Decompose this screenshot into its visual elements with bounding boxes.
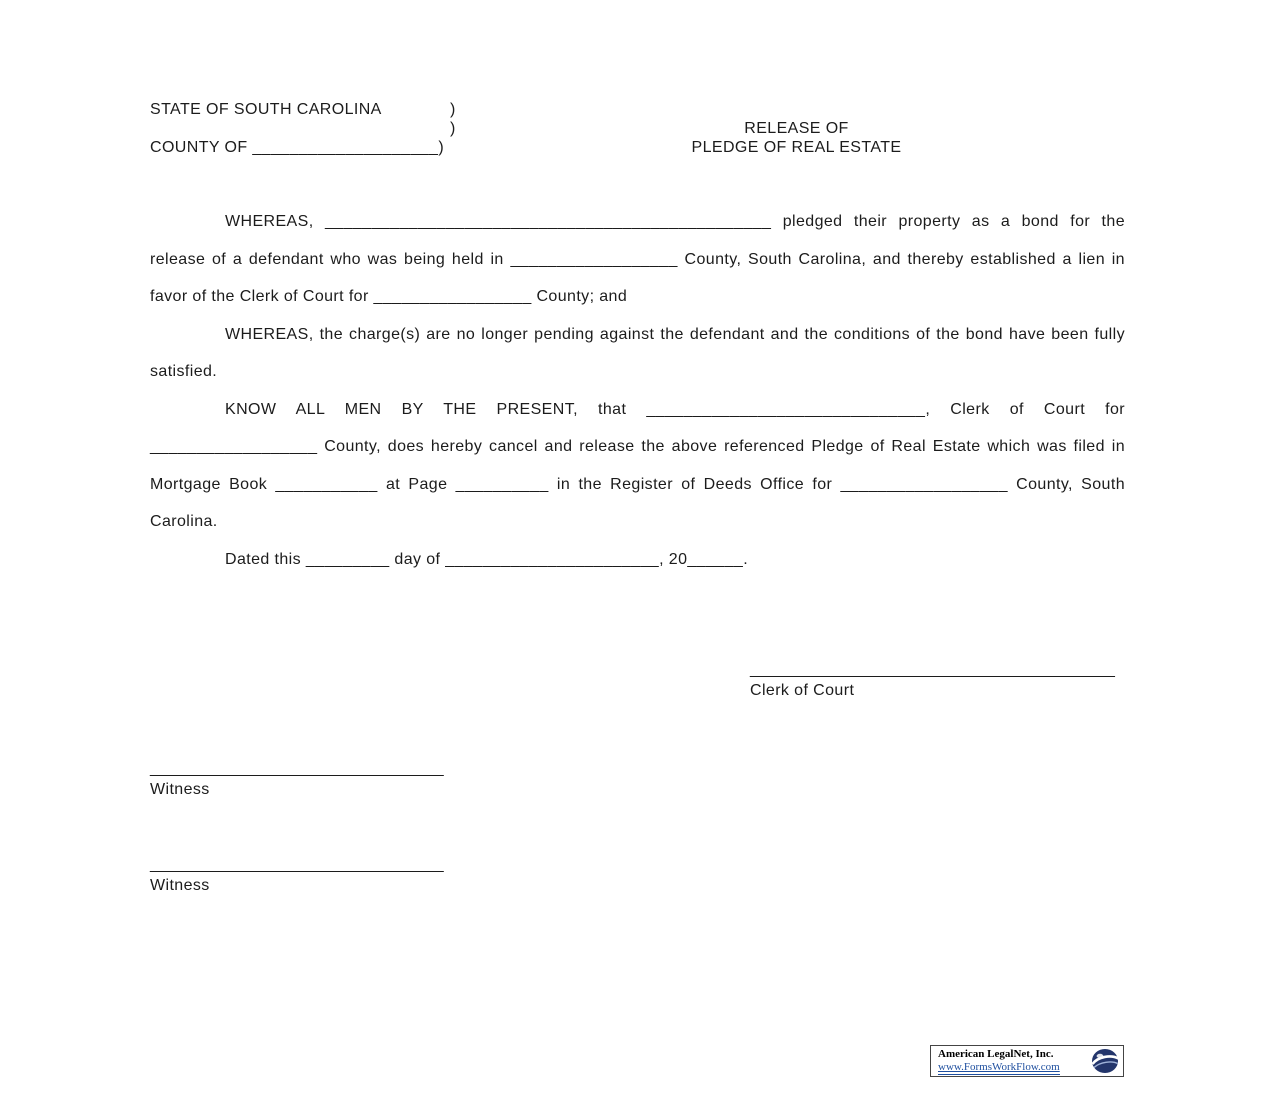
paragraph-dated: Dated this _________ day of _______________________, 20______. (225, 550, 749, 568)
caption-paren-1: ) (450, 101, 456, 118)
vendor-company-name: American LegalNet, Inc. (938, 1047, 1054, 1060)
vendor-text (931, 1048, 1089, 1075)
title-line-2: PLEDGE OF REAL ESTATE (691, 139, 902, 156)
county-label: COUNTY OF ____________________) (150, 139, 445, 156)
clerk-signature-label: Clerk of Court (750, 682, 855, 699)
document-content (150, 100, 1125, 896)
venue-caption (150, 100, 468, 157)
witness-signature-block-2 (150, 855, 1125, 896)
paragraph-whereas-charges: WHEREAS, the charge(s) are no longer pending against the defendant and the conditions of the bond have been fully satisfied. (150, 325, 1125, 380)
county-line (150, 138, 468, 157)
document-header (150, 100, 1125, 157)
document-title (468, 100, 1125, 157)
clerk-signature-block (750, 660, 1125, 701)
witness-signature-label-2: Witness (150, 877, 210, 894)
paragraph-know-all-men: KNOW ALL MEN BY THE PRESENT, that ______________________________, Clerk of Court for __________________ County, does hereby cancel and release the above referenced Pledge of Real Estate which was filed in Mortgage Book ___________ at Page __________ in the Register of Deeds Office for __________________ County, South Carolina. (150, 400, 1125, 530)
clerk-signature-line: _________________________________________ (750, 661, 1115, 678)
state-label: STATE OF SOUTH CAROLINA (150, 101, 382, 118)
witness-signature-label-1: Witness (150, 781, 210, 798)
title-line-1: RELEASE OF (744, 120, 849, 137)
document-body (150, 203, 1125, 578)
witness-signature-line-2: _________________________________ (150, 856, 444, 873)
vendor-url-link[interactable]: www.FormsWorkFlow.com (938, 1060, 1060, 1073)
witness-signature-block-1 (150, 759, 1125, 800)
state-line (150, 100, 468, 119)
witness-signature-line-1: _________________________________ (150, 760, 444, 777)
paragraph-whereas-pledge: WHEREAS, ________________________________________________ pledged their property as a bond for the release of a defendant who was being held in __________________ County, South Carolina, and thereby established a lien in favor of the Clerk of Court for _________________ County; and (150, 213, 1125, 305)
caption-paren-2: ) (450, 120, 456, 137)
globe-swoosh-logo-icon (1089, 1047, 1121, 1075)
caption-spacer-line (150, 119, 468, 138)
vendor-brand-box (930, 1045, 1124, 1077)
